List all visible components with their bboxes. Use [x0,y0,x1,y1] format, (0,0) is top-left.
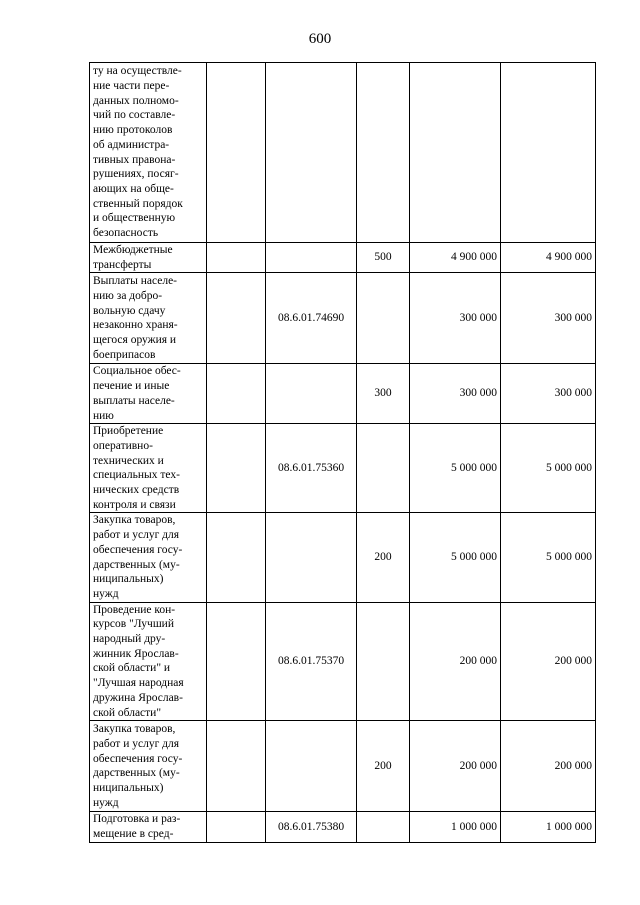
row-name-line: ской области" [93,706,162,719]
row-code-cell: 08.6.01.75380 [266,812,357,842]
row-name-line: нических средств [93,484,180,497]
row-name-line: выплаты населе- [93,394,175,407]
row-code-cell [266,243,357,273]
row-name-line: ниципальных) [93,573,164,586]
row-name-line: вольную сдачу [93,304,166,317]
row-name-line: мещение в сред- [93,827,174,840]
row-code-cell: 08.6.01.74690 [266,273,357,364]
row-name-line: специальных тех- [93,469,180,482]
row-name-line: об администра- [93,138,170,151]
row-expense-type-cell [357,273,410,364]
row-name-line: нужд [93,587,119,600]
table-row [90,513,596,602]
row-name-line: Подготовка и раз- [93,813,181,826]
table-row [90,812,596,842]
row-code-cell: 08.6.01.75370 [266,602,357,721]
row-name-line: нию [93,409,114,422]
row-name-line: трансферты [93,258,152,271]
row-expense-type-cell [357,424,410,513]
row-sum-1-cell: 5 000 000 [410,424,501,513]
table-row [90,602,596,721]
row-name-line: дружина Ярослав- [93,691,183,704]
row-sum-1-cell [410,63,501,243]
row-name-line: рушениях, посяг- [93,168,179,181]
row-name-cell [90,513,207,602]
row-expense-type-cell [357,63,410,243]
row-sum-1-cell: 300 000 [410,273,501,364]
row-name-line: безопасность [93,227,159,240]
row-sum-2-cell: 300 000 [501,364,596,424]
row-name-line: Закупка товаров, [93,514,176,527]
row-code-cell [266,63,357,243]
table-body [90,63,596,843]
table-row [90,273,596,364]
row-name-cell [90,602,207,721]
row-name-line: данных полномо- [93,94,179,107]
row-blank-cell [207,424,266,513]
row-code-cell [266,513,357,602]
row-blank-cell [207,812,266,842]
row-name-cell [90,364,207,424]
row-name-cell [90,63,207,243]
row-blank-cell [207,513,266,602]
row-expense-type-cell: 200 [357,721,410,812]
row-name-line: боеприпасов [93,348,156,361]
row-expense-type-cell [357,602,410,721]
row-sum-2-cell: 300 000 [501,273,596,364]
table-row [90,364,596,424]
row-name-line: чий по составле- [93,109,176,122]
budget-table [89,62,596,843]
row-code-cell [266,364,357,424]
row-name-line: "Лучшая народная [93,677,184,690]
row-name-line: народный дру- [93,633,166,646]
row-sum-2-cell: 200 000 [501,602,596,721]
row-name-line: Выплаты населе- [93,275,178,288]
row-name-cell [90,424,207,513]
table-row [90,721,596,812]
row-name-line: технических и [93,454,164,467]
row-blank-cell [207,721,266,812]
row-name-line: работ и услуг для [93,737,180,750]
row-name-line: тивных правона- [93,153,176,166]
row-name-line: Проведение кон- [93,603,176,616]
row-sum-1-cell: 200 000 [410,602,501,721]
row-name-line: Социальное обес- [93,365,181,378]
row-name-cell [90,243,207,273]
page-number: 600 [308,31,332,47]
row-sum-2-cell [501,63,596,243]
row-code-cell: 08.6.01.75360 [266,424,357,513]
row-name-line: Приобретение [93,425,164,438]
row-name-line: оперативно- [93,439,153,452]
row-blank-cell [207,243,266,273]
row-name-line: работ и услуг для [93,529,180,542]
row-sum-1-cell: 5 000 000 [410,513,501,602]
row-expense-type-cell: 500 [357,243,410,273]
row-name-line: ние части пере- [93,79,170,92]
row-name-cell [90,273,207,364]
row-name-line: жинник Ярослав- [93,647,179,660]
table-row [90,424,596,513]
row-name-line: обеспечения госу- [93,543,183,556]
row-sum-2-cell: 5 000 000 [501,513,596,602]
row-expense-type-cell: 200 [357,513,410,602]
row-name-line: ту на осуществле- [93,65,182,78]
row-name-line: нию за добро- [93,290,163,302]
row-name-line: незаконно храня- [93,319,178,332]
row-name-line: Закупка товаров, [93,723,176,736]
row-name-cell [90,721,207,812]
row-code-cell [266,721,357,812]
table-row [90,243,596,273]
row-expense-type-cell [357,812,410,842]
row-name-line: ской области" и [93,662,171,675]
row-blank-cell [207,364,266,424]
row-blank-cell [207,63,266,243]
row-sum-2-cell: 1 000 000 [501,812,596,842]
row-sum-1-cell: 200 000 [410,721,501,812]
row-name-line: курсов "Лучший [93,618,174,631]
row-sum-2-cell: 5 000 000 [501,424,596,513]
row-name-line: нию протоколов [93,124,173,137]
row-name-line: дарственных (му- [93,558,180,571]
row-name-line: Межбюджетные [93,244,173,256]
row-name-line: и общественную [93,212,176,225]
row-name-line: ающих на обще- [93,182,174,195]
row-name-cell [90,812,207,842]
row-expense-type-cell: 300 [357,364,410,424]
row-name-line: печение и иные [93,380,170,393]
row-name-line: обеспечения госу- [93,752,183,765]
row-name-line: ственный порядок [93,197,183,210]
row-name-line: ниципальных) [93,781,164,794]
row-name-line: контроля и связи [93,498,176,511]
row-sum-2-cell: 4 900 000 [501,243,596,273]
row-blank-cell [207,273,266,364]
row-sum-1-cell: 4 900 000 [410,243,501,273]
row-blank-cell [207,602,266,721]
row-name-line: дарственных (му- [93,767,180,780]
row-name-line: щегося оружия и [93,334,177,347]
row-sum-1-cell: 300 000 [410,364,501,424]
row-name-line: нужд [93,796,119,809]
row-sum-1-cell: 1 000 000 [410,812,501,842]
row-sum-2-cell: 200 000 [501,721,596,812]
table-row [90,63,596,243]
